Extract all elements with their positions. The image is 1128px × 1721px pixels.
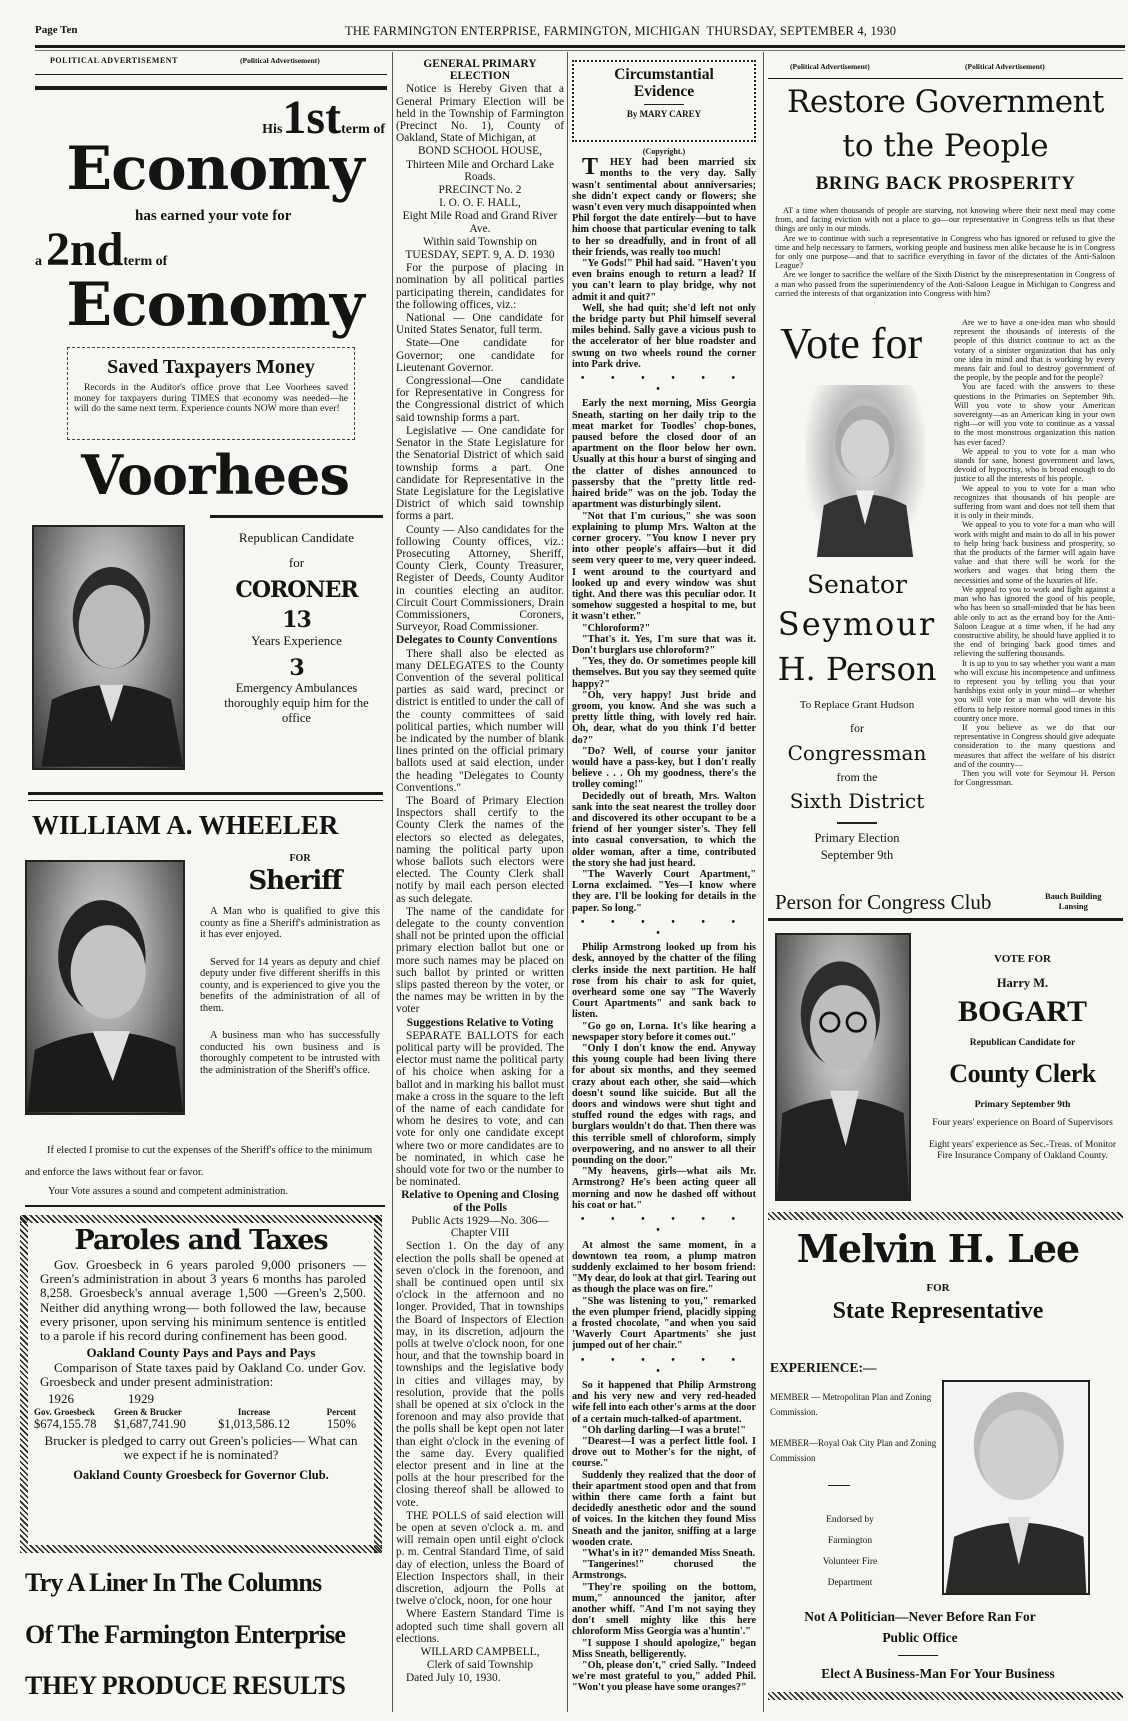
candidate-name: WILLIAM A. WHEELER	[32, 810, 339, 840]
paroles-body: Gov. Groesbeck in 6 years paroled 9,000 prisoners —Green's administration in about 3 years 6 months has paroled 8,258. Groesbeck's annual average 1,500 —Green's 2,500. Neither did anything wrong— both followed the law, because every prisoner, upon serving his minimum sentence is entitled to a parole if his record during confinement has been good.	[40, 1257, 366, 1344]
experience: Eight years' experience as Sec.-Treas. of Monitor Fire Insurance Company of Oakland County.	[928, 1139, 1117, 1161]
senator: Senator	[807, 570, 907, 599]
box-text: Records in the Auditor's office prove that Lee Voorhees saved money for taxpayers during TIMES that economy was needed—he will do the same next term. Experience counts NOW more than ever!	[74, 382, 348, 414]
paragraph: Are we to have a one-idea man who should represent the thousands of interests of the people of this district continue to act as the votary of a sinister organization that has only one idea in mind and that is working by every means fair and foul to destroy government of the people, by the people and for the people?	[954, 318, 1115, 383]
paragraph: "Chloroform?"	[582, 622, 651, 634]
year-cell: 1929	[128, 1391, 154, 1407]
endorsed-line: Endorsed by	[826, 1515, 874, 1525]
date: September 9th	[820, 848, 894, 862]
voorhees-portrait	[32, 525, 185, 770]
vote-for: VOTE FOR	[994, 953, 1051, 965]
wheeler-text	[200, 906, 380, 1076]
ad-label: POLITICAL ADVERTISEMENT	[50, 56, 178, 65]
table-header: Percent	[326, 1407, 356, 1418]
table-value: $674,155.78	[34, 1417, 97, 1432]
paragraph: Congressional—One candidate for Representative in Congress for the Congressional district of which said township forms a part.	[396, 375, 564, 424]
member-2: MEMBER—Royal Oak City Plan and Zoning Commission	[770, 1438, 937, 1463]
years-number: 13	[282, 607, 311, 633]
from: from the	[836, 770, 878, 784]
paragraph: Where Eastern Standard Time is adopted such time shall govern all elections.	[396, 1608, 564, 1645]
paragraph: (Copyright.)	[642, 147, 686, 156]
paragraph: Legislative — One candidate for Senator in the State Legislature for the Senatorial District of which said township forms a part. One candidate for Representative in the State Legislature for the Legislative District of which said township forms a part.	[396, 424, 564, 523]
divider	[35, 74, 387, 75]
divider	[35, 86, 387, 90]
closing: Your Vote assures a sound and competent administration.	[48, 1186, 289, 1197]
paragraph: The name of the candidate for delegate to the county convention shall not be printed upon the official primary election ballot but one or more such names may be placed on such ballot by printed or written slips pasted thereon by the voter, or the names may be written in by the voter	[396, 905, 564, 1016]
intro-para: Are we longer to sacrifice the welfare of the Sixth District by the misrepresentation in Congress of a man who passed from the superintendency of the Anti-Saloon League in Michigan to Congress and carried the interests of that organization into Congress with him?	[775, 270, 1115, 298]
last-name: H. Person	[777, 650, 937, 688]
paragraph: "What's in it?" demanded Miss Sneath.	[582, 1547, 756, 1559]
candidate-name: Voorhees	[81, 443, 349, 507]
paragraph: County — Also candidates for the following County offices, viz.: Prosecuting Attorney, Sheriff, County Clerk, County Treasurer, Register of Deeds, County Auditor in counties electing an auditor. Circuit Court Commissioners, Drain Commissioners, Coroners, Surveyor, Road Commissioner.	[396, 523, 564, 634]
paragraph: WILLARD CAMPBELL,	[420, 1646, 540, 1658]
endorsement	[790, 1510, 910, 1594]
republican: Republican Candidate	[238, 530, 355, 545]
endorsed-line: Volunteer Fire	[822, 1557, 878, 1567]
paragraph: "Oh, please don't," cried Sally. "Indeed we're most grateful to you," added Phil. "Won't you please have some oranges?"	[572, 1660, 756, 1694]
paroles-title: Paroles and Taxes	[74, 1225, 328, 1256]
portrait-silhouette-icon	[777, 935, 909, 1199]
replace: To Replace Grant Hudson	[799, 699, 915, 711]
hatched-border	[20, 1215, 382, 1223]
paragraph: Public Acts 1929—No. 306— Chapter VIII	[411, 1214, 549, 1240]
subheading: Relative to Opening and Closing of the Polls	[401, 1189, 559, 1214]
paragraph: Philip Armstrong looked up from his desk, annoyed by the chatter of the filing clerks inside the next partition. He half rose from his chair to ask for quiet, overheard some one say "The Waverly Court Apartments" and sank back to listen.	[572, 942, 756, 1021]
ambulance-number: 3	[289, 655, 304, 681]
paragraph: Well, she had quit; she'd left not only the bridge party but Phil himself several miles behind. Sally gave a vicious push to the accelerator of her blue roadster and swung on two wheels round the corner into Park drive.	[572, 302, 756, 370]
office: Congressman	[787, 741, 927, 765]
lee-portrait	[942, 1380, 1090, 1595]
first-term-line	[200, 91, 385, 144]
paragraph: "She was listening to you," remarked the even plumper friend, placidly sipping a frosted chocolate, "and when you said 'Waverly Court Apartments' she just jumped out of her chair."	[572, 1295, 756, 1352]
a: a	[35, 254, 42, 269]
portrait-silhouette-icon	[34, 527, 183, 768]
primary: Primary September 9th	[974, 1100, 1071, 1110]
paragraph: "I suppose I should apologize," began Miss Sneath, belligerently.	[572, 1637, 756, 1660]
for: for	[288, 555, 305, 570]
endorsed-line: Farmington	[827, 1536, 873, 1546]
coroner-details	[210, 530, 383, 726]
paragraph: For the purpose of placing in nomination by all political parties participating therein, candidates for the following offices, viz.:	[396, 262, 564, 311]
paragraph: I. O. O. F. HALL,	[439, 197, 521, 210]
paragraph: THEY had been married six months to the very day. Sally wasn't sentimental about anniversaries; she didn't expect candy or flowers; she wasn't even very much disappointed when Phil forgot the date entirely—but to have him choose that particular evening to talk to her so dreadfully, and in front of all their friends, was really too much!	[572, 154, 756, 258]
paragraph: "Only I don't know the end. Anyway this young couple had been living there for about six months, and they seemed crazy about each other, she said—which doesn't sound like suicide. But all the doors and windows were shut tight and stuffed round the edges with rags, and burglars wouldn't do that. Then there was this terrible smell of chloroform, simply overpowering, and no answer to all their pounding on the door."	[572, 1043, 756, 1167]
ad-label: (Political Advertisement)	[790, 62, 870, 71]
column-divider	[392, 52, 393, 1712]
paragraph: Then you will vote for Seymour H. Person for Congressman.	[954, 768, 1115, 788]
wheeler-para: A Man who is qualified to give this county as fine a Sheriff's administration as it has ever enjoyed.	[200, 906, 380, 940]
liner-line-2: Of The Farmington Enterprise	[25, 1620, 346, 1649]
paroles-subhead: Oakland County Pays and Pays and Pays	[86, 1345, 316, 1361]
divider	[768, 78, 1123, 79]
candidate: Republican Candidate for	[969, 1038, 1076, 1048]
column-divider	[567, 52, 568, 1712]
paroles-signature: Oakland County Groesbeck for Governor Club.	[73, 1468, 329, 1483]
paragraph: We appeal to you to vote for a man who recognizes that thousands of his people are suffering from want and does not tell them that it is only in their minds.	[954, 483, 1115, 521]
paragraph: Decidedly out of breath, Mrs. Walton sank into the seat nearest the trolley door and discovered its other occupant to be a friend of her younger sister's. They fell into casual conversation, to which the older woman, after a time, contributed the story she had just heard.	[572, 790, 756, 869]
portrait-silhouette-icon	[27, 862, 183, 1113]
subheading: GENERAL PRIMARY ELECTION	[423, 58, 537, 83]
bogart-portrait	[775, 933, 911, 1201]
hatched-border	[768, 1692, 1123, 1700]
for: FOR	[289, 853, 311, 864]
table-header: Green & Brucker	[114, 1407, 182, 1418]
paroles-comparison: Comparison of State taxes paid by Oakland Co. under Gov. Groesbeck and under present administration:	[40, 1360, 366, 1390]
saved-money-box	[67, 347, 355, 440]
paragraph: So it happened that Philip Armstrong and his very new and very red-headed wife fell into each other's arms at the door of a certain much-talked-of apartment.	[572, 1379, 756, 1425]
column-divider	[763, 52, 764, 1712]
paragraph: "They're spoiling on the bottom, mum," announced the janitor, after another whiff. "And I'm not saying they don't smell mighty like this here chloroform Miss Georgia was a'huntin'."	[572, 1581, 756, 1638]
paragraph: It is up to you to say whether you want a man who will excuse his incompetence and unfitness to represent you by telling you that your hardships exist only in your mind—or whether you will vote for a man who will devote his efforts to help restore normal good times in this country once more.	[954, 658, 1115, 723]
table-header: Gov. Groesbeck	[34, 1407, 95, 1418]
term-of: term of	[341, 122, 385, 137]
paragraph: "That's it. Yes, I'm sure that was it. Don't burglars use chloroform?"	[572, 633, 756, 656]
headline: Restore Government	[787, 84, 1104, 120]
person-portrait	[805, 385, 925, 557]
table-value: $1,687,741.90	[114, 1417, 186, 1432]
ad-label: (Political Advertisement)	[240, 56, 320, 65]
economy-headline: Economy	[66, 270, 364, 340]
term-of: term of	[123, 254, 168, 269]
paragraph: PRECINCT No. 2	[438, 184, 522, 197]
club-name: Person for Congress Club	[775, 890, 992, 914]
hatched-border	[20, 1545, 382, 1553]
wheeler-para: A business man who has successfully conducted his own business and is thoroughly competent to be intrusted with the administration of the Sheriff's office.	[200, 1030, 380, 1076]
hatched-border	[768, 1212, 1123, 1220]
second-term-line	[35, 223, 168, 276]
intro-para: Are we to continue with such a representative in Congress who has ignored or refused to give the time and help necessary to farmers, working people and business men alike because he is in Congress for only one purpose—and that to sacrifice everything in favor of the dictates of the Anti-Saloon League?	[775, 233, 1115, 271]
divider	[28, 792, 383, 795]
divider	[768, 918, 1123, 921]
first-name: Harry M.	[996, 976, 1049, 990]
paragraph: "Yes, they do. Or sometimes people kill themselves. But you say they seemed quite happy?"	[572, 656, 756, 690]
paragraph: "My heavens, girls—what ails Mr. Armstrong? He's been acting queer all morning and now he dashed off without his coat or hat."	[572, 1166, 756, 1211]
paragraph: Clerk of said Township	[426, 1659, 534, 1672]
paragraph: "Go go on, Lorna. It's like hearing a newspaper story before it comes out."	[572, 1020, 756, 1043]
story-byline: By MARY CAREY	[626, 109, 702, 119]
paragraph: Within said Township on	[422, 235, 538, 248]
office: CORONER	[235, 577, 358, 603]
subheading: Delegates to County Conventions	[396, 634, 558, 647]
intro-para: AT a time when thousands of people are starving, not knowing where their next meal may come from, and facing eviction with not a place to go—our representative in Congress tells us that these things are only in our minds.	[775, 206, 1115, 234]
box-title: Saved Taxpayers Money	[107, 356, 315, 378]
liner-line-1: Try A Liner In The Columns	[25, 1568, 322, 1597]
office: Sheriff	[248, 866, 342, 896]
candidate-name: Melvin H. Lee	[796, 1226, 1080, 1271]
year-cell: 1926	[48, 1391, 74, 1407]
club-address	[1045, 891, 1101, 911]
paragraph: We appeal to you to vote for a man who will work with might and main to do all in his power to help bring back business and prosperity, so that the products of the farmer will again have value and that there will be work for the workers and wages that bring them the necessities and some of the luxuries of life.	[954, 520, 1115, 585]
first-name: Seymour	[777, 605, 937, 643]
story-body	[572, 146, 756, 1706]
paragraph: "Not that I'm curious," she was soon explaining to plump Mrs. Walton at the corner grocery. "You know I never pry into other people's affairs—but it did seem very queer to me, very queer indeed. I went around to the courtyard and looked up and every window was shut tight. And there was this peculiar odor. It somehow suggested a hospital to me, but it wasn't ether."	[572, 510, 756, 623]
paragraph: Notice is Hereby Given that a General Primary Election will be held in the Township of Farmington (Precinct No. 1), County of Oakland, State of Michigan, at	[396, 83, 564, 145]
paragraph: You are faced with the answers to these questions in the Primaries on September 9th. Will you vote to show your American sovereignty—as an American king in your own right—or will you vote to continue as a vassal to the most monstrous organization this nation has ever faced?	[954, 382, 1115, 447]
paragraph: "Oh darling darling—I was a brute!"	[582, 1424, 746, 1436]
paragraph: Thirteen Mile and Orchard Lake Roads.	[405, 158, 554, 183]
section-break: • • • • • • •	[580, 1214, 748, 1237]
member-1: MEMBER — Metropolitan Plan and Zoning Commission.	[770, 1392, 932, 1417]
paroles-question: Brucker is pledged to carry out Green's policies— What can we expect if he is nominated?	[44, 1433, 358, 1463]
last-name: BOGART	[958, 995, 1087, 1028]
office: State Representative	[832, 1298, 1044, 1324]
headline: to the People	[842, 128, 1049, 164]
subhead: BRING BACK PROSPERITY	[815, 173, 1076, 194]
paragraph: "Ye Gods!" Phil had said. "Haven't you even brains enough to return a lead? If you can't learn to play bridge, why not admit it and quit?"	[572, 258, 756, 303]
story-title: Circumstantial Evidence	[614, 66, 714, 100]
promise: If elected I promise to cut the expenses of the Sheriff's office to the minimum and enforce the laws without fear or favor.	[25, 1145, 373, 1178]
first: 1st	[282, 91, 342, 144]
experience: Four years' experience on Board of Supervisors	[932, 1118, 1113, 1128]
address-line: Bauch Building	[1045, 891, 1102, 901]
not-politician: Not A Politician—Never Before Ran For Public Office	[804, 1609, 1036, 1645]
paragraph: "Tangerines!" chorused the Armstrongs.	[572, 1559, 756, 1582]
his: His	[262, 122, 283, 137]
wheeler-portrait	[25, 860, 185, 1115]
divider	[28, 800, 383, 801]
masthead-rule	[35, 45, 1125, 48]
paragraph: Section 1. On the day of any election the polls shall be opened at seven o'clock in the forenoon, and shall be continued open until six o'clock in the atfernoon and no longer. Provided, That in townships the Board of Inspectors of Election may, in its discretion, adjourn the polls at twelve o'clock noon, for one hour, and that the township board in townships and the legislative body in cities and villages may, by resolution, provide that the polls shall be opened at six o'clock in the forenoon and may also provide that the polls shall be kept open not later than eight o'clock in the evening of the same day. Every qualified elector present and in line at the polls at the hour prescribed for the closing thereof shall be allowed to vote.	[396, 1240, 564, 1509]
masthead-rule-thin	[35, 50, 1125, 51]
table-value: $1,013,586.12	[218, 1417, 290, 1432]
endorsed-line: Department	[827, 1578, 873, 1588]
years-label: Years Experience	[251, 633, 342, 648]
for: FOR	[926, 1282, 950, 1294]
table-value: 150%	[326, 1417, 356, 1432]
divider	[898, 1655, 938, 1656]
story-title-box	[572, 60, 756, 142]
paragraph: At almost the same moment, in a downtown tea room, a plump matron suddenly exclaimed to her bosom friend: "My dear, do look at that girl. Tearing out as though the place was on fire."	[572, 1239, 756, 1296]
subheading: Suggestions Relative to Voting	[406, 1016, 554, 1029]
side-text	[954, 318, 1115, 886]
ambulance-text: Emergency Ambulances thoroughly equip him for the office	[224, 681, 369, 725]
masthead-title: THE FARMINGTON ENTERPRISE, FARMINGTON, MICHIGAN THURSDAY, SEPTEMBER 4, 1930	[345, 24, 897, 38]
paragraph: "Do? Well, of course your janitor would have a pass-key, but I don't really believe . . . Oh my goodness, there's the trolley coming!"	[572, 745, 756, 791]
election-notice	[396, 58, 564, 1708]
paragraph: State—One candidate for Governor; one candidate for Lieutenant Governor.	[396, 337, 564, 374]
district: Sixth District	[789, 789, 925, 813]
section-break: • • • • • • •	[580, 1354, 748, 1377]
table-header: Increase	[237, 1407, 271, 1418]
paragraph: Early the next morning, Miss Georgia Sneath, starting on her daily trip to the meat market for Toodles' chop-bones, paused before the closed door of an apartment on the floor below her own. Usually at this hour a burst of singing and the clatter of dishes announced to passersby that the "pretty little red-haired bride" was on the job. Today the apartment was disturbingly silent.	[572, 398, 756, 511]
paragraph: Dated July 10, 1930.	[406, 1672, 501, 1685]
slogan: Elect A Business-Man For Your Business	[821, 1666, 1055, 1681]
divider	[828, 1485, 850, 1486]
experience-heading: EXPERIENCE:—	[770, 1360, 877, 1375]
divider	[25, 1205, 385, 1207]
ad-label: (Political Advertisement)	[965, 62, 1045, 71]
portrait-silhouette-icon	[944, 1382, 1088, 1593]
paragraph: TUESDAY, SEPT. 9, A. D. 1930	[405, 249, 555, 262]
paragraph: "Dearest—I was a perfect little fool. I drove out to Mother's for the night, of course."	[572, 1435, 756, 1470]
paragraph: National — One candidate for United States Senator, full term.	[396, 312, 564, 337]
section-break: • • • • • • •	[580, 916, 748, 940]
paragraph: "Oh, very happy! Just bride and groom, you know. And she was such a pretty little thing, with lovely red hair. Oh, dear, what do you think I'd better do?"	[572, 689, 756, 746]
intro-text	[775, 206, 1115, 298]
bogart-details	[925, 946, 1120, 1162]
paragraph: "The Waverly Court Apartment," Lorna exclaimed. "Yes—I know where they are. I'll be looking for details in the paper. So long."	[572, 869, 756, 914]
primary: Primary Election	[814, 831, 900, 845]
tax-table	[20, 1389, 382, 1432]
paragraph: Eight Mile Road and Grand River Ave.	[402, 210, 558, 235]
section-break: • • • • • • •	[580, 373, 748, 396]
page-number: Page Ten	[35, 24, 78, 36]
paragraph: There shall also be elected as many DELEGATES to the County Convention of the several political parties as said ward, precinct or district is entitled to under the call of the county committees of said political parties, which number will be indicated by the number of blank lines printed on the official primary ballots used at said election, under the heading "Delegates to County Conventions."	[396, 647, 564, 794]
divider	[210, 515, 383, 518]
address-line: Lansing	[1058, 901, 1088, 911]
paroles-ad	[20, 1215, 382, 1553]
paragraph: We appeal to you to work and fight against a man who has ignored the good of his people, who has been so small-minded that he has been able only to act as the errand boy for the Anti-Saloon League at a time when, if he had any constructive ability, he should have applied it to the end of bringing back good times and relieving the suffering thousands.	[954, 584, 1115, 659]
hatched-border	[374, 1215, 382, 1553]
second: 2nd	[46, 223, 124, 276]
office: County Clerk	[949, 1059, 1096, 1088]
paragraph: SEPARATE BALLOTS for each political party will be provided. The elector must name the political party of his choice when asking for a ballot and in marking his ballot must make a cross in the square to the left of the name of each candidate for whom he desires to vote, and can vote for only one candidate except where two or more candidates are to be nominated, in which case he should vote for two or the number to be nominated.	[396, 1029, 564, 1189]
earned-line: has earned your vote for	[135, 208, 292, 224]
paragraph: We appeal to you to vote for a man who stands for sane, honest government and laws, devoid of hypocrisy, who is broad enough to do justice to all the interests of his people.	[954, 446, 1115, 484]
economy-headline: Economy	[66, 134, 364, 204]
paragraph: The Board of Primary Election Inspectors shall certify to the County Clerk the names of the electors so elected as delegates, naming the political party upon whose ballots such electors were elected. The County Clerk shall notify by mail each person elected as such delegate.	[396, 794, 564, 905]
paragraph: THE POLLS of said election will be open at seven o'clock a. m. and will remain open until eight o'clock p. m. Central Standard Time, of said day of election, unless the Board of Election Inspectors shall, in their discretion, adjourn the Polls at twelve o'clock, noon, for one hour	[396, 1509, 564, 1608]
for: for	[850, 721, 864, 735]
paragraph: BOND SCHOOL HOUSE,	[418, 145, 542, 158]
hatched-border	[20, 1215, 28, 1553]
paragraph: Suddenly they realized that the door of their apartment stood open and that from within there came forth a faint but decidedly anesthetic odor and the sound of voices. In the kitchen they found Miss Sneath and the janitor, sniffing at a large wooden crate.	[572, 1469, 756, 1548]
paragraph: If you believe as we do that our representative in Congress should give adequate consideration to the many questions and measures that affect the welfare of his district and of the country—	[954, 722, 1115, 769]
candidate-block	[768, 568, 946, 864]
wheeler-para: Served for 14 years as deputy and chief deputy under five different sheriffs in this county, and is experienced to give you the benefits of the administration of all of them.	[200, 956, 380, 1014]
liner-line-3: THEY PRODUCE RESULTS	[25, 1671, 346, 1700]
portrait-silhouette-icon	[805, 385, 925, 557]
vote-for: Vote for	[780, 319, 923, 368]
